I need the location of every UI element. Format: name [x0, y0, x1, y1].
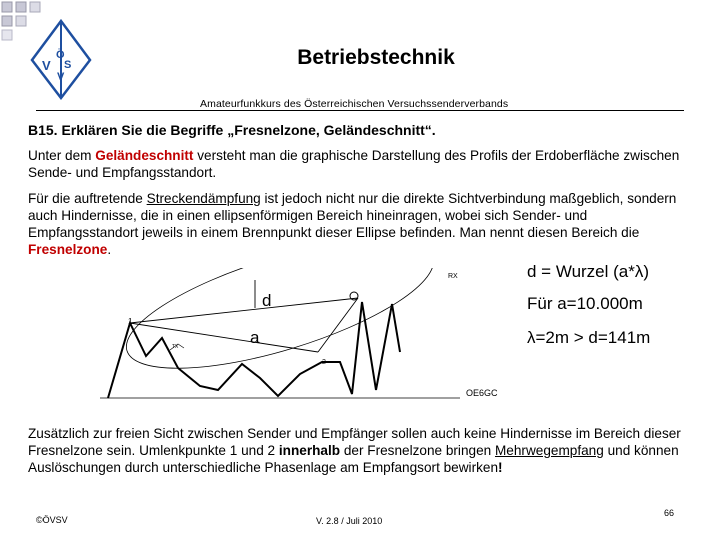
label-tx: TX: [172, 344, 179, 350]
para3-text-c: der Fresnelzone bringen: [340, 443, 495, 458]
header-divider: [36, 110, 684, 111]
formula-line-3: λ=2m > d=141m: [527, 328, 651, 347]
question-heading: B15. Erklären Sie die Begriffe „Fresnelzone, Geländeschnitt“.: [28, 122, 436, 138]
svg-text:V: V: [57, 71, 65, 83]
reflection-path-2b: [318, 298, 358, 352]
label-a: a: [250, 328, 260, 347]
label-point-1: 1: [128, 317, 133, 326]
svg-text:V: V: [42, 58, 51, 73]
page-title: Betriebstechnik: [297, 46, 455, 69]
term-mehrwegempfang: Mehrwegempfang: [494, 443, 604, 458]
terrain-profile: [108, 302, 400, 398]
paragraph-fresnelzone: [28, 190, 698, 258]
para1-text-c: versteht man die graphische Darstellung des Profils der Erdoberfläche zwischen Sende- und Empfangsstandort.: [28, 148, 680, 180]
term-gelaendeschnitt: Geländeschnitt: [95, 148, 194, 163]
formula-line-2: Für a=10.000m: [527, 294, 643, 313]
line-of-sight: [130, 298, 358, 323]
paragraph-umlenkpunkte: [28, 425, 696, 476]
para2-text-a: Für die auftretende: [28, 191, 147, 206]
svg-text:S: S: [64, 59, 72, 71]
label-point-2: 2: [322, 359, 326, 366]
page-number: 66: [664, 508, 675, 518]
footer-version: V. 2.8 / Juli 2010: [316, 516, 383, 526]
para3-text-a: Zusätzlich zur freien Sicht zwischen Sender und Empfänger sollen auch keine Hindernisse im Bereich dieser Fresnelzone sein. Umlenkpunkte 1 und 2: [28, 426, 681, 458]
label-rx: RX: [448, 273, 458, 280]
para3-exclamation: !: [498, 460, 503, 475]
term-fresnelzone: Fresnelzone: [28, 242, 108, 257]
para2-text-c: ist jedoch nicht nur die direkte Sichtverbindung maßgeblich, sondern auch Hindernisse, die in einen ellipsenförmigen Bereich hineinragen, wobei sich Sender- und Empfangsstandort jeweils in einem Brennpunkt dieser Ellipse befinden. Man nennt diesen Bereich die: [28, 191, 677, 240]
footer-copyright: ©ÖVSV: [36, 515, 68, 525]
label-d: d: [262, 291, 272, 310]
para2-text-e: .: [107, 242, 112, 257]
paragraph-gelaendeschnitt: [28, 147, 698, 181]
label-callsign: OE6GC: [466, 388, 498, 398]
reflection-path-2: [130, 323, 318, 352]
svg-text:Ö: Ö: [56, 49, 65, 61]
term-streckendaempfung: Streckendämpfung: [146, 191, 261, 206]
para1-text-a: Unter dem: [28, 148, 96, 163]
page-subtitle: Amateurfunkkurs des Österreichischen Versuchssenderverbands: [200, 98, 509, 110]
formula-line-1: d = Wurzel (a*λ): [527, 262, 650, 281]
para3-text-e: und können Auslöschungen durch unterschiedliche Phasenlage am Empfangsort bewirken: [28, 443, 679, 475]
fresnel-zone-diagram: [100, 268, 520, 408]
term-innerhalb: innerhalb: [278, 443, 341, 458]
